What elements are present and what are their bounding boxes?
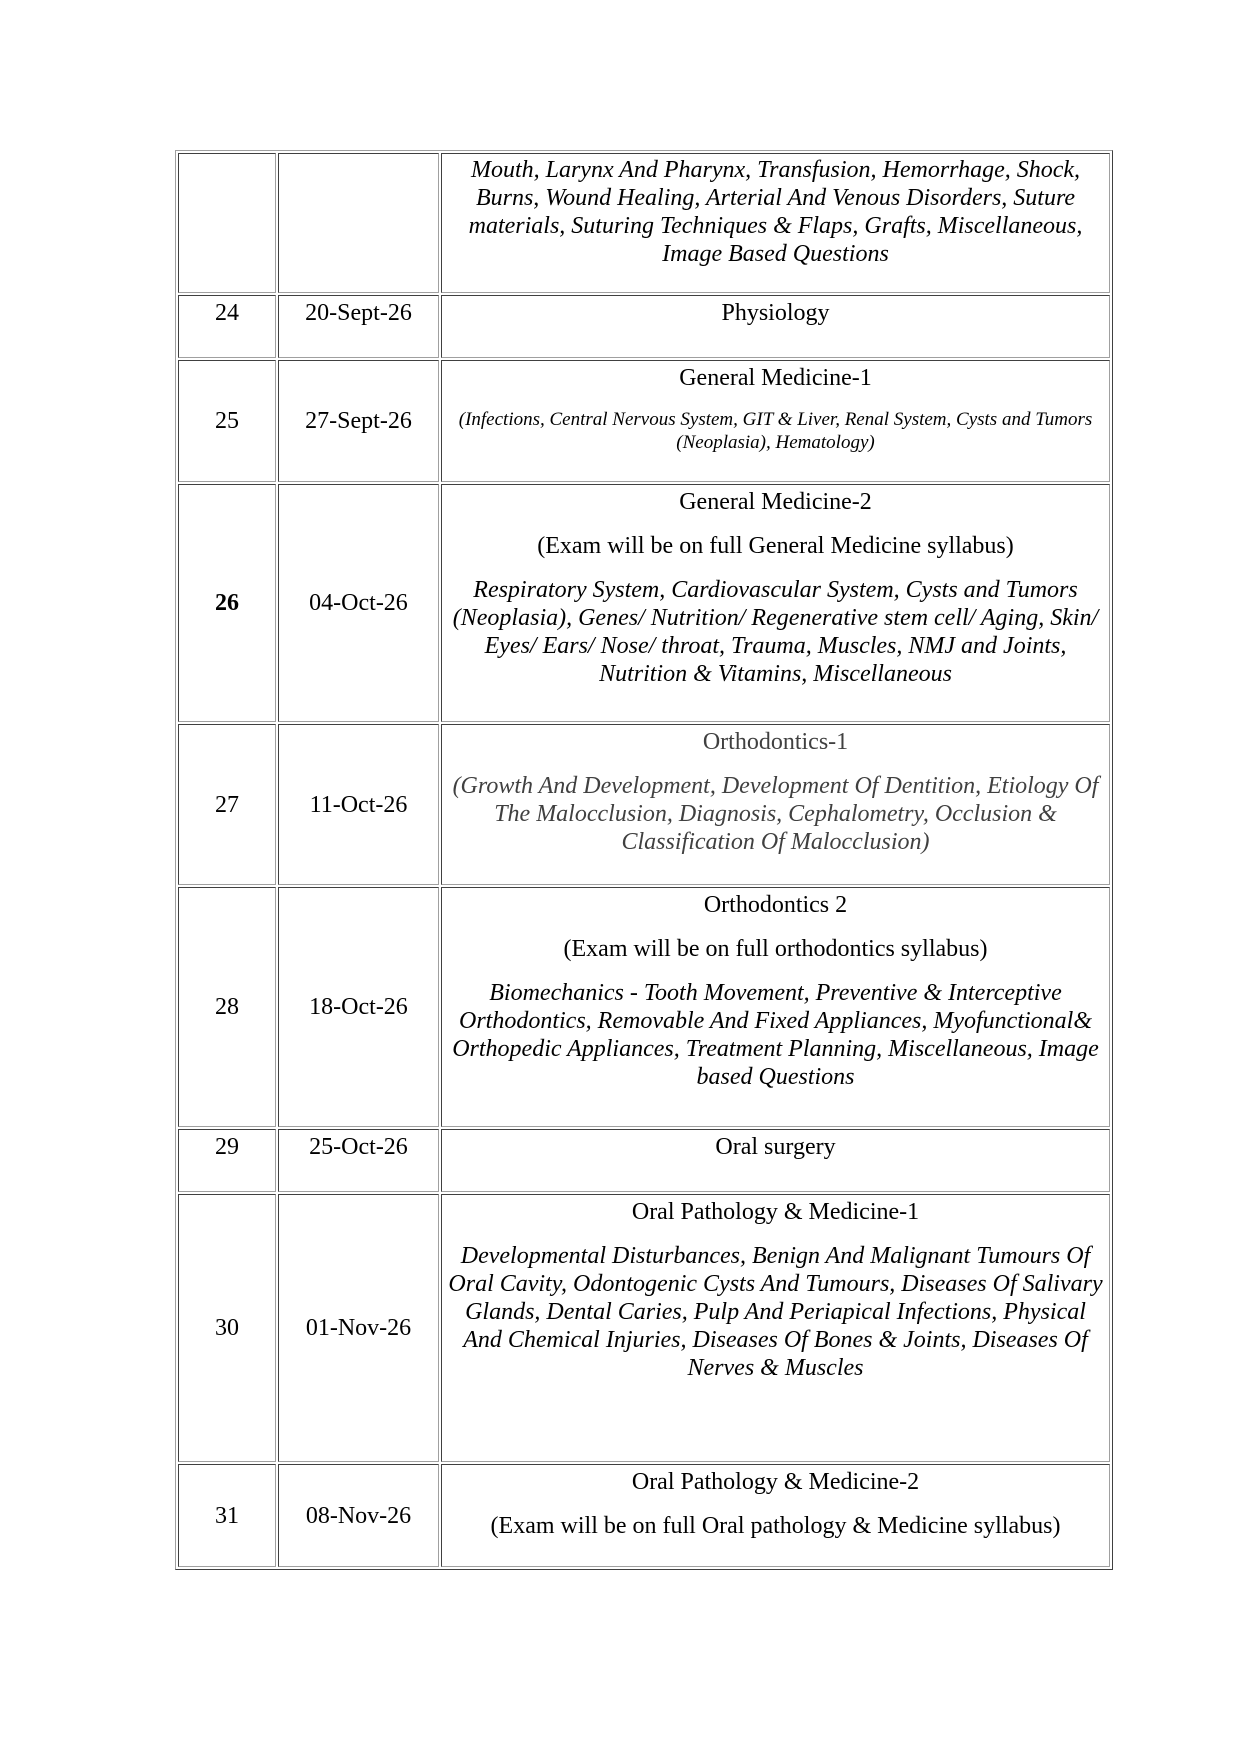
topic-cell: [441, 724, 1110, 885]
table-row: [178, 887, 1110, 1127]
table-row: [178, 153, 1110, 293]
topic-details: (Growth And Development, Development Of Dentition, Etiology Of The Malocclusion, Diagnosis, Cephalometry, Occlusion & Classification Of Malocclusion): [452, 773, 1099, 855]
table-row: [178, 360, 1110, 482]
topic-title: Oral surgery: [715, 1134, 836, 1160]
date-cell: 01-Nov-26: [278, 1194, 439, 1462]
serial-cell: 29: [178, 1129, 276, 1192]
topic-title: Physiology: [721, 300, 830, 326]
topic-title: Orthodontics 2: [703, 892, 848, 918]
topic-cell: [441, 887, 1110, 1127]
table-row: [178, 1129, 1110, 1192]
topic-cell: [441, 295, 1110, 358]
table-row: [178, 724, 1110, 885]
serial-cell: 30: [178, 1194, 276, 1462]
topic-cell: [441, 484, 1110, 722]
topic-cell: [441, 360, 1110, 482]
serial-cell: 31: [178, 1464, 276, 1567]
topic-details: (Infections, Central Nervous System, GIT & Liver, Renal System, Cysts and Tumors (Neoplasia), Hematology): [458, 409, 1093, 453]
table-row: [178, 1464, 1110, 1567]
date-cell: 20-Sept-26: [278, 295, 439, 358]
table-row: [178, 295, 1110, 358]
exam-schedule-table: [175, 150, 1113, 1570]
serial-cell: 26: [178, 484, 276, 722]
date-cell: 18-Oct-26: [278, 887, 439, 1127]
topic-details: Biomechanics - Tooth Movement, Preventive & Interceptive Orthodontics, Removable And Fixed Appliances, Myofunctional& Orthopedic Appliances, Treatment Planning, Miscellaneous, Image based Questions: [452, 980, 1099, 1090]
date-cell: 25-Oct-26: [278, 1129, 439, 1192]
date-cell: 27-Sept-26: [278, 360, 439, 482]
date-cell: [278, 153, 439, 293]
topic-details: Respiratory System, Cardiovascular System, Cysts and Tumors (Neoplasia), Genes/ Nutrition/ Regenerative stem cell/ Aging, Skin/ Eyes/ Ears/ Nose/ throat, Trauma, Muscles, NMJ and Joints, Nutrition & Vitamins, Miscellaneous: [452, 577, 1099, 687]
topic-details: Mouth, Larynx And Pharynx, Transfusion, Hemorrhage, Shock, Burns, Wound Healing, Arterial And Venous Disorders, Suture materials, Suturing Techniques & Flaps, Grafts, Miscellaneous, Image Based Questions: [468, 157, 1083, 267]
topic-cell: [441, 153, 1110, 293]
topic-note: (Exam will be on full General Medicine syllabus): [537, 533, 1014, 559]
serial-cell: [178, 153, 276, 293]
table-row: [178, 484, 1110, 722]
topic-title: General Medicine-2: [679, 489, 872, 515]
date-cell: 08-Nov-26: [278, 1464, 439, 1567]
serial-cell: 27: [178, 724, 276, 885]
serial-cell: 28: [178, 887, 276, 1127]
topic-note: (Exam will be on full Oral pathology & Medicine syllabus): [490, 1513, 1061, 1539]
date-cell: 11-Oct-26: [278, 724, 439, 885]
topic-cell: [441, 1464, 1110, 1567]
topic-title: General Medicine-1: [679, 365, 872, 391]
topic-cell: [441, 1194, 1110, 1462]
topic-title: Orthodontics-1: [702, 729, 849, 755]
date-cell: 04-Oct-26: [278, 484, 439, 722]
topic-title: Oral Pathology & Medicine-1: [631, 1199, 920, 1225]
serial-cell: 24: [178, 295, 276, 358]
topic-note: (Exam will be on full orthodontics syllabus): [563, 936, 988, 962]
topic-cell: [441, 1129, 1110, 1192]
table-row: [178, 1194, 1110, 1462]
topic-title: Oral Pathology & Medicine-2: [631, 1469, 920, 1495]
topic-details: Developmental Disturbances, Benign And Malignant Tumours Of Oral Cavity, Odontogenic Cysts And Tumours, Diseases Of Salivary Glands, Dental Caries, Pulp And Periapical Infections, Physical And Chemical Injuries, Diseases Of Bones & Joints, Diseases Of Nerves & Muscles: [448, 1243, 1103, 1381]
serial-cell: 25: [178, 360, 276, 482]
